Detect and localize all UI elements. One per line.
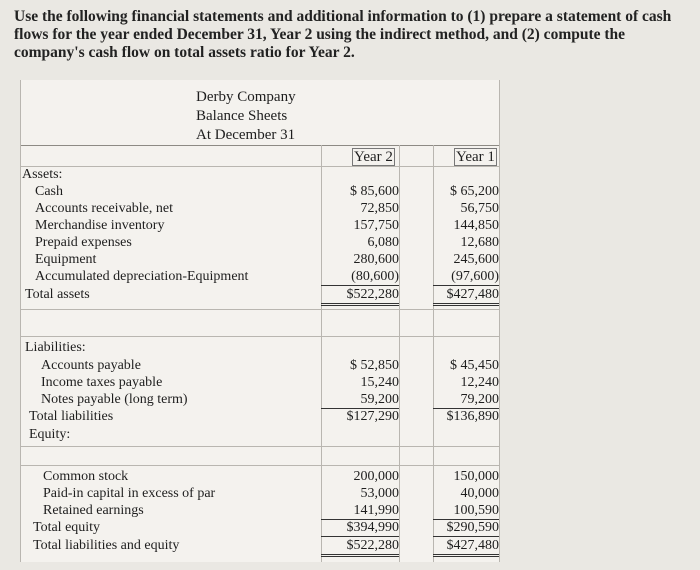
- row-label: Common stock: [43, 469, 129, 484]
- year2-header: Year 2: [354, 149, 393, 165]
- row-label: Retained earnings: [43, 503, 144, 518]
- year1-value: 40,000: [460, 486, 499, 501]
- year2-value: $ 85,600: [350, 184, 399, 199]
- table-row: [21, 268, 499, 285]
- year1-value: (97,600): [433, 268, 499, 286]
- row-label: Total liabilities and equity: [33, 538, 180, 553]
- year2-value: 53,000: [360, 486, 399, 501]
- row-rule: [21, 446, 499, 447]
- year2-value: $522,280: [321, 286, 399, 306]
- year1-value: 245,600: [453, 252, 499, 267]
- table-row: [21, 200, 499, 217]
- table-row: [21, 374, 499, 391]
- statement-title: Balance Sheets: [196, 108, 288, 124]
- year1-value: $427,480: [433, 286, 499, 306]
- assets-heading: Assets:: [22, 167, 63, 182]
- year1-value: $427,480: [433, 537, 499, 557]
- total-row: [21, 519, 499, 536]
- year1-value: 144,850: [453, 218, 499, 233]
- table-row: [21, 468, 499, 485]
- row-label: Notes payable (long term): [41, 392, 188, 407]
- year1-value: 100,590: [433, 502, 499, 520]
- table-row: [21, 485, 499, 502]
- row-rule: [21, 309, 499, 310]
- year2-value: $ 52,850: [350, 358, 399, 373]
- row-rule: [21, 465, 499, 466]
- table-row: [21, 251, 499, 268]
- statement-date: At December 31: [196, 127, 296, 143]
- table-row: [21, 502, 499, 519]
- total-row: [21, 537, 499, 554]
- year2-value: (80,600): [321, 268, 399, 286]
- year1-value: 150,000: [453, 469, 499, 484]
- total-row: [21, 408, 499, 425]
- table-row: [21, 391, 499, 408]
- year2-value: $522,280: [321, 537, 399, 557]
- liabilities-heading: Liabilities:: [25, 340, 86, 355]
- equity-heading-row: [21, 426, 499, 443]
- row-label: Accounts payable: [41, 358, 141, 373]
- row-label: Income taxes payable: [41, 375, 163, 390]
- year2-value: 141,990: [321, 502, 399, 520]
- year2-value: 59,200: [321, 391, 399, 409]
- year1-value: $ 45,450: [450, 358, 499, 373]
- balance-sheet-table: [20, 80, 500, 562]
- year1-value: 79,200: [433, 391, 499, 409]
- assets-heading-row: [21, 166, 499, 183]
- header-rule: [21, 145, 499, 146]
- table-row: [21, 234, 499, 251]
- year2-value: 157,750: [353, 218, 399, 233]
- row-label: Accounts receivable, net: [35, 201, 173, 216]
- year2-value: $127,290: [346, 409, 399, 424]
- year1-header: Year 1: [456, 149, 495, 165]
- instructions-text: Use the following financial statements and additional information to (1) prepare a statement of cash flows for the year ended December 31, Year 2 using the indirect method, and (2) compute the company's cash flow on total assets ratio for Year 2.: [14, 8, 672, 61]
- equity-heading: Equity:: [29, 427, 71, 442]
- year2-value: 280,600: [353, 252, 399, 267]
- year2-value: 15,240: [360, 375, 399, 390]
- row-label: Prepaid expenses: [35, 235, 132, 250]
- row-label: Total assets: [25, 287, 90, 302]
- row-label: Merchandise inventory: [35, 218, 165, 233]
- row-label: Total equity: [33, 520, 101, 535]
- year1-value: $290,590: [433, 519, 499, 537]
- row-label: Accumulated depreciation-Equipment: [35, 269, 249, 284]
- year2-value: 200,000: [353, 469, 399, 484]
- table-row: [21, 357, 499, 374]
- row-label: Total liabilities: [29, 409, 114, 424]
- row-label: Equipment: [35, 252, 97, 267]
- row-label: Paid-in capital in excess of par: [43, 486, 216, 501]
- year1-value: 12,240: [460, 375, 499, 390]
- year1-value: $ 65,200: [450, 184, 499, 199]
- row-label: Cash: [35, 184, 63, 199]
- table-row: [21, 183, 499, 200]
- table-row: [21, 217, 499, 234]
- year1-value: 56,750: [460, 201, 499, 216]
- year2-value: 72,850: [360, 201, 399, 216]
- liabilities-heading-row: [21, 339, 499, 356]
- year1-value: $136,890: [446, 409, 499, 424]
- company-name: Derby Company: [196, 89, 296, 105]
- row-rule: [21, 336, 499, 337]
- year1-value: 12,680: [460, 235, 499, 250]
- year2-value: $394,990: [321, 519, 399, 537]
- total-row: [21, 286, 499, 303]
- year2-value: 6,080: [367, 235, 399, 250]
